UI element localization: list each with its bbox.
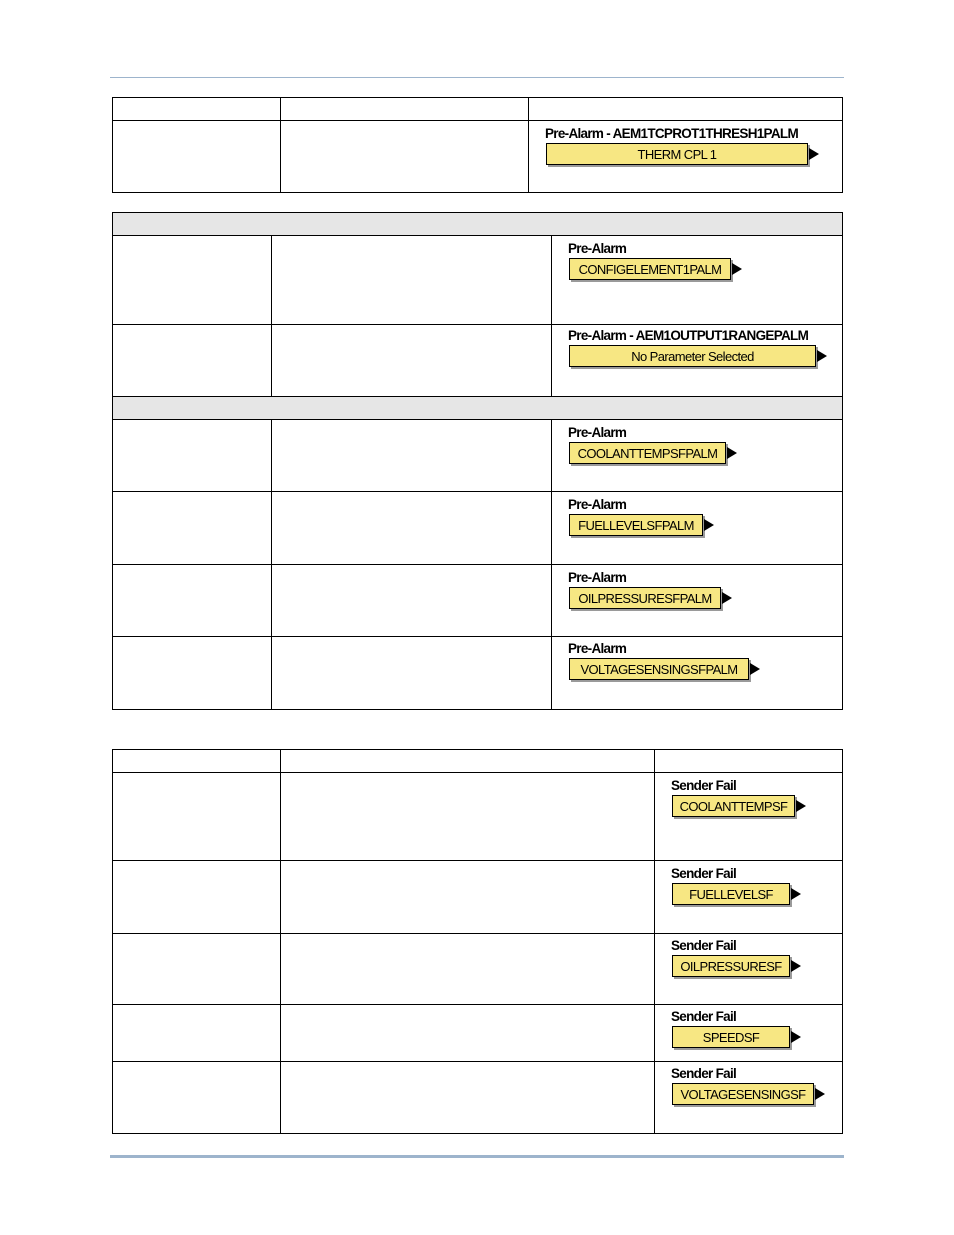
logic-block <box>672 1009 842 1048</box>
block-title: Pre-Alarm <box>568 425 627 440</box>
output-arrow-icon <box>791 960 801 972</box>
block-title: Sender Fail <box>671 778 737 793</box>
row-description-cell <box>272 325 552 397</box>
row-name-cell <box>113 492 272 565</box>
row-description-cell <box>281 121 529 193</box>
row-name-cell <box>113 565 272 637</box>
table-row <box>113 565 843 637</box>
row-description-cell <box>272 565 552 637</box>
block-title: Sender Fail <box>671 866 737 881</box>
logic-block-cell <box>529 121 843 193</box>
row-description-cell <box>272 492 552 565</box>
block-body <box>569 258 842 280</box>
logic-block-cell <box>552 565 843 637</box>
header-cell <box>113 98 281 121</box>
logic-block <box>672 938 842 977</box>
block-title: Sender Fail <box>671 1009 737 1024</box>
section-header-row <box>113 397 843 420</box>
logic-block <box>569 425 842 464</box>
table-row <box>113 934 843 1005</box>
logic-block-cell <box>552 637 843 710</box>
logic-block-cell <box>552 325 843 397</box>
table-row <box>113 1005 843 1062</box>
row-description-cell <box>281 934 655 1005</box>
logic-table-1 <box>112 97 843 193</box>
logic-table-2 <box>112 212 843 710</box>
block-body <box>569 514 842 536</box>
block-label: OILPRESSURESF <box>672 955 790 977</box>
row-name-cell <box>113 1062 281 1134</box>
table-row <box>113 861 843 934</box>
row-description-cell <box>272 420 552 492</box>
logic-block-cell <box>655 934 843 1005</box>
block-body <box>569 658 842 680</box>
row-name-cell <box>113 420 272 492</box>
logic-block <box>672 866 842 905</box>
logic-block-cell <box>655 861 843 934</box>
output-arrow-icon <box>704 519 714 531</box>
row-name-cell <box>113 861 281 934</box>
table-header-row <box>113 750 843 773</box>
output-arrow-icon <box>791 1031 801 1043</box>
block-label: VOLTAGESENSINGSFPALM <box>569 658 749 680</box>
row-name-cell <box>113 934 281 1005</box>
row-description-cell <box>281 773 655 861</box>
block-body <box>672 795 842 817</box>
row-name-cell <box>113 1005 281 1062</box>
block-label: FUELLEVELSF <box>672 883 790 905</box>
block-title: Sender Fail <box>671 938 737 953</box>
output-arrow-icon <box>817 350 827 362</box>
table-row <box>113 773 843 861</box>
header-rule <box>110 77 844 78</box>
row-name-cell <box>113 773 281 861</box>
footer-rule <box>110 1155 844 1158</box>
logic-block <box>546 126 842 165</box>
block-body <box>546 143 842 165</box>
logic-block <box>569 328 842 367</box>
row-description-cell <box>272 236 552 325</box>
logic-block-cell <box>655 773 843 861</box>
logic-block-cell <box>552 236 843 325</box>
block-title: Sender Fail <box>671 1066 737 1081</box>
row-name-cell <box>113 236 272 325</box>
header-cell <box>655 750 843 773</box>
row-name-cell <box>113 121 281 193</box>
table-row <box>113 325 843 397</box>
block-title: Pre-Alarm - AEM1OUTPUT1RANGEPALM <box>568 328 809 343</box>
row-name-cell <box>113 637 272 710</box>
logic-block <box>672 1066 842 1105</box>
output-arrow-icon <box>727 447 737 459</box>
block-label: No Parameter Selected <box>569 345 816 367</box>
table-row <box>113 1062 843 1134</box>
block-title: Pre-Alarm - AEM1TCPROT1THRESH1PALM <box>545 126 798 141</box>
block-body <box>569 587 842 609</box>
block-body <box>569 442 842 464</box>
row-description-cell <box>281 1062 655 1134</box>
output-arrow-icon <box>732 263 742 275</box>
block-title: Pre-Alarm <box>568 641 627 656</box>
output-arrow-icon <box>809 148 819 160</box>
section-title <box>113 397 843 420</box>
row-description-cell <box>281 1005 655 1062</box>
table-row <box>113 637 843 710</box>
block-label: COOLANTTEMPSFPALM <box>569 442 726 464</box>
output-arrow-icon <box>796 800 806 812</box>
output-arrow-icon <box>791 888 801 900</box>
table-row <box>113 121 843 193</box>
header-cell <box>113 750 281 773</box>
table-row <box>113 420 843 492</box>
block-title: Pre-Alarm <box>568 497 627 512</box>
section-title <box>113 213 843 236</box>
block-label: COOLANTTEMPSF <box>672 795 795 817</box>
logic-block <box>569 497 842 536</box>
logic-block <box>569 241 842 280</box>
logic-block-cell <box>552 492 843 565</box>
header-cell <box>281 98 529 121</box>
row-name-cell <box>113 325 272 397</box>
logic-block-cell <box>655 1005 843 1062</box>
block-body <box>672 955 842 977</box>
output-arrow-icon <box>815 1088 825 1100</box>
block-label: THERM CPL 1 <box>546 143 808 165</box>
block-label: OILPRESSURESFPALM <box>569 587 721 609</box>
table-header-row <box>113 98 843 121</box>
row-description-cell <box>281 861 655 934</box>
logic-block <box>672 778 842 817</box>
logic-block <box>569 570 842 609</box>
block-title: Pre-Alarm <box>568 241 627 256</box>
block-body <box>672 1083 842 1105</box>
logic-block <box>569 641 842 680</box>
output-arrow-icon <box>722 592 732 604</box>
table-row <box>113 236 843 325</box>
section-header-row <box>113 213 843 236</box>
table-row <box>113 492 843 565</box>
block-body <box>672 1026 842 1048</box>
row-description-cell <box>272 637 552 710</box>
block-title: Pre-Alarm <box>568 570 627 585</box>
block-body <box>569 345 842 367</box>
header-cell <box>529 98 843 121</box>
block-label: VOLTAGESENSINGSF <box>672 1083 814 1105</box>
logic-block-cell <box>552 420 843 492</box>
block-label: FUELLEVELSFPALM <box>569 514 703 536</box>
block-label: CONFIGELEMENT1PALM <box>569 258 731 280</box>
logic-table-3 <box>112 749 843 1134</box>
header-cell <box>281 750 655 773</box>
logic-block-cell <box>655 1062 843 1134</box>
block-body <box>672 883 842 905</box>
output-arrow-icon <box>750 663 760 675</box>
block-label: SPEEDSF <box>672 1026 790 1048</box>
